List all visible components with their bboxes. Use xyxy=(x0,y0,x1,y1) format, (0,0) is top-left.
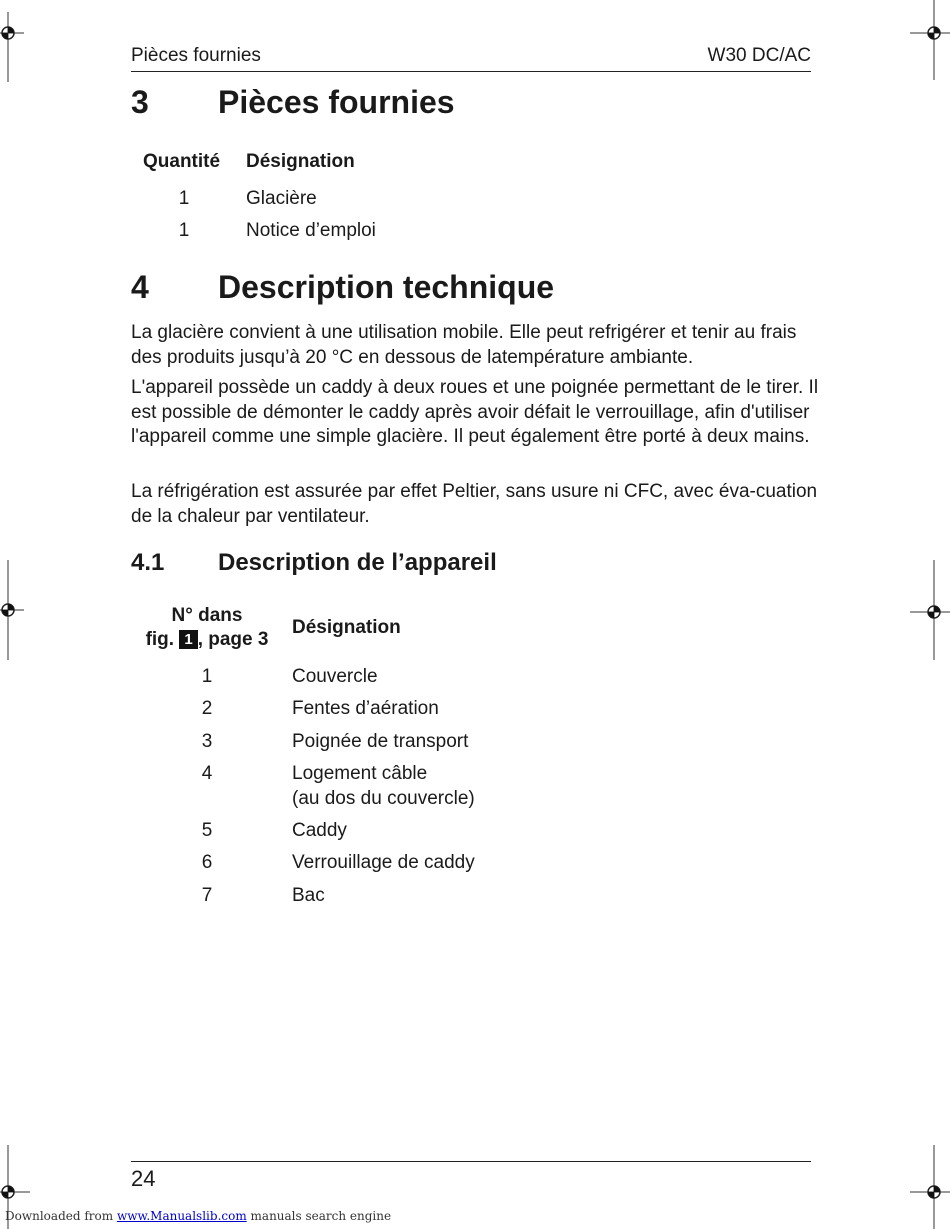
device-row-2-num: 2 xyxy=(201,698,213,719)
footer-rule xyxy=(131,1161,811,1162)
figure-reference-badge: 1 xyxy=(179,630,197,649)
running-header-right: W30 DC/AC xyxy=(707,45,811,66)
device-row-7-desig: Bac xyxy=(292,885,325,906)
device-col-designation-header: Désignation xyxy=(292,617,401,638)
parts-row-2-qty: 1 xyxy=(178,220,190,241)
device-row-5-num: 5 xyxy=(201,820,213,841)
registration-mark-bottom-right-icon xyxy=(910,1145,950,1229)
section-4-number: 4 xyxy=(131,269,149,305)
registration-mark-top-right-icon xyxy=(910,0,950,80)
section-4-1-title: Description de l’appareil xyxy=(218,549,497,576)
registration-mark-top-left-icon xyxy=(0,12,24,82)
device-row-2-desig: Fentes d’aération xyxy=(292,698,439,719)
section-3-title: Pièces fournies xyxy=(218,84,455,120)
fig-label: fig. xyxy=(145,629,175,650)
section-4-title: Description technique xyxy=(218,269,555,305)
page-number: 24 xyxy=(131,1166,156,1191)
section-4-1-number: 4.1 xyxy=(131,549,165,576)
device-row-5-desig: Caddy xyxy=(292,820,347,841)
device-col-number-header-line1: N° dans xyxy=(171,605,243,626)
device-row-4-desig: Logement câble xyxy=(292,763,428,784)
technical-paragraph-3: La réfrigération est assurée par effet Peltier, sans usure ni CFC, avec éva-cuation de la chaleur par ventilateur. xyxy=(131,481,818,527)
device-col-number-header-line2 xyxy=(131,628,283,652)
parts-row-2-desig: Notice d’emploi xyxy=(246,220,376,241)
download-prefix: Downloaded from xyxy=(5,1209,114,1223)
device-row-4-num: 4 xyxy=(201,763,213,784)
device-row-1-desig: Couvercle xyxy=(292,666,378,687)
registration-mark-mid-left-icon xyxy=(0,560,24,660)
running-header-left: Pièces fournies xyxy=(131,45,261,66)
parts-col-designation-header: Désignation xyxy=(246,151,355,172)
header-rule xyxy=(131,71,811,72)
device-row-6-num: 6 xyxy=(201,852,213,873)
device-row-1-num: 1 xyxy=(201,666,213,687)
registration-mark-mid-right-icon xyxy=(910,560,950,660)
technical-paragraph-2: L'appareil possède un caddy à deux roues et une poignée permettant de le tirer. Il est possible de démonter le caddy après avoir défait le verrouillage, afin d'utiliser l'appareil comme une simple glacière. Il peut également être porté à deux mains. xyxy=(131,377,819,447)
technical-paragraph-1: La glacière convient à une utilisation mobile. Elle peut refrigérer et tenir au frais des produits jusqu’à 20 °C en dessous de latempérature ambiante. xyxy=(131,322,797,368)
device-row-3-num: 3 xyxy=(201,731,213,752)
section-3-number: 3 xyxy=(131,84,149,120)
parts-row-1-desig: Glacière xyxy=(246,188,317,209)
page-reference: , page 3 xyxy=(197,629,269,650)
parts-col-quantity-header: Quantité xyxy=(143,151,221,172)
device-row-6-desig: Verrouillage de caddy xyxy=(292,852,475,873)
device-row-4-desig-note: (au dos du couvercle) xyxy=(292,788,475,809)
device-row-3-desig: Poignée de transport xyxy=(292,731,469,752)
download-suffix: manuals search engine xyxy=(250,1209,392,1223)
manualslib-link[interactable]: www.Manualslib.com xyxy=(116,1209,247,1223)
device-row-7-num: 7 xyxy=(201,885,213,906)
parts-row-1-qty: 1 xyxy=(178,188,190,209)
device-col-number-header xyxy=(131,604,283,652)
download-footer xyxy=(5,1209,391,1223)
